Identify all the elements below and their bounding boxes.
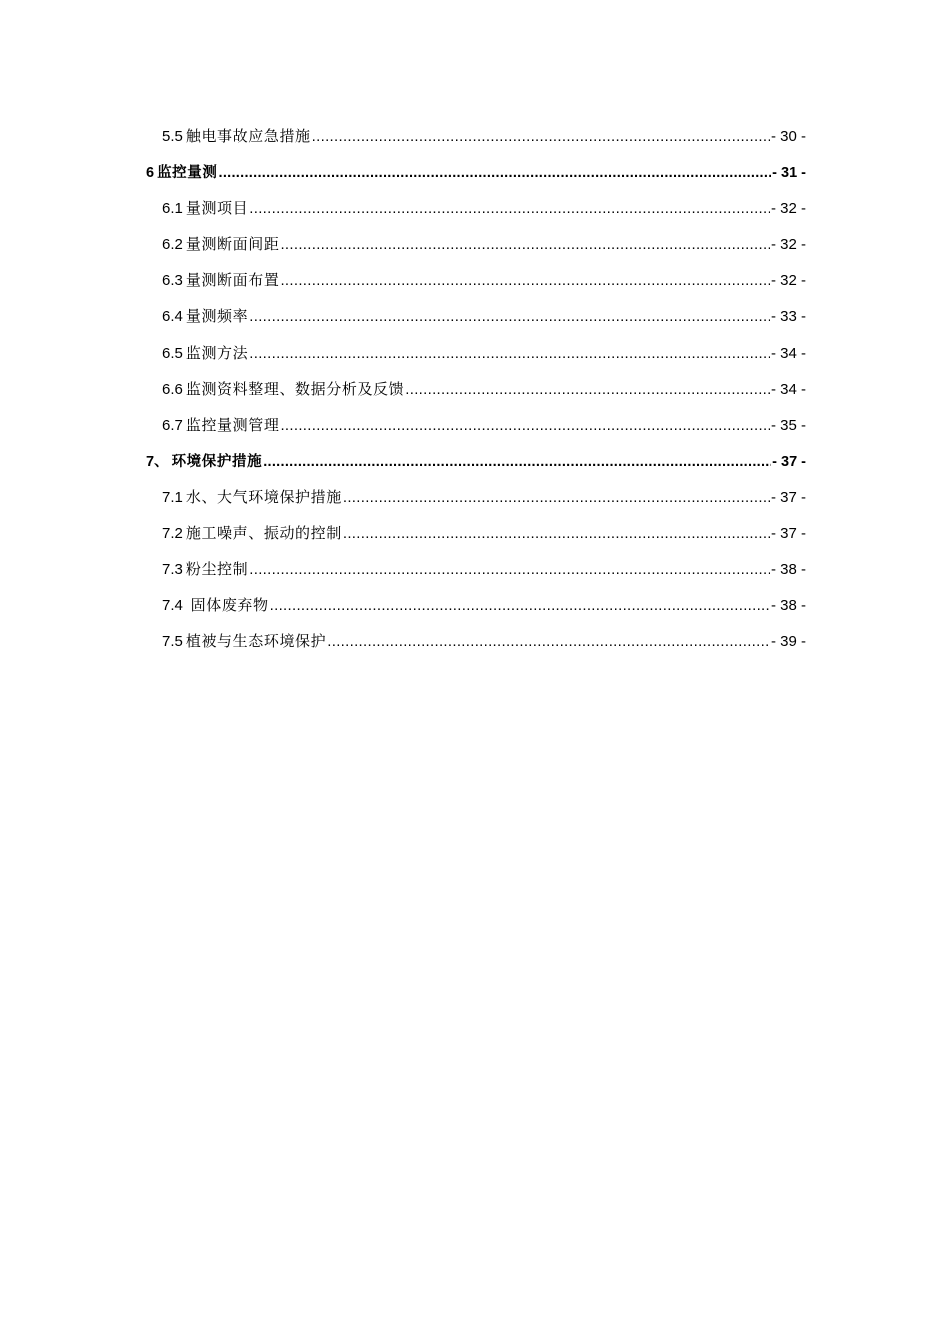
toc-entry-title: 量测项目 bbox=[185, 200, 249, 218]
toc-dot-leader bbox=[249, 299, 770, 335]
toc-dot-leader bbox=[343, 516, 770, 552]
toc-entry-page: - 37 - bbox=[770, 525, 806, 543]
toc-dot-leader bbox=[312, 119, 770, 155]
toc-dot-leader bbox=[280, 408, 770, 444]
toc-entry[interactable] bbox=[146, 444, 806, 480]
toc-entry[interactable] bbox=[146, 227, 806, 263]
toc-entry-number: 7、 bbox=[146, 453, 169, 470]
toc-entry[interactable] bbox=[146, 552, 806, 588]
toc-entry-number: 6.6 bbox=[162, 380, 183, 398]
toc-entry-number: 6.7 bbox=[162, 416, 183, 434]
toc-entry-title: 施工噪声、振动的控制 bbox=[185, 525, 342, 543]
toc-entry[interactable] bbox=[146, 624, 806, 660]
table-of-contents bbox=[146, 119, 806, 660]
toc-entry-number: 7.1 bbox=[162, 488, 183, 506]
toc-entry-page: - 38 - bbox=[770, 561, 806, 579]
toc-dot-leader bbox=[263, 444, 771, 480]
toc-entry-number: 6.3 bbox=[162, 272, 183, 290]
toc-entry-title: 量测断面间距 bbox=[185, 236, 280, 254]
toc-dot-leader bbox=[405, 372, 770, 408]
toc-entry-number: 7.2 bbox=[162, 525, 183, 543]
toc-entry-number: 7.5 bbox=[162, 633, 183, 651]
toc-entry-page: - 34 - bbox=[770, 380, 806, 398]
toc-entry[interactable] bbox=[146, 480, 806, 516]
toc-dot-leader bbox=[280, 227, 770, 263]
toc-entry-title: 量测断面布置 bbox=[185, 272, 280, 290]
toc-entry-page: - 32 - bbox=[770, 236, 806, 254]
toc-entry-page: - 31 - bbox=[772, 165, 806, 182]
toc-entry[interactable] bbox=[146, 336, 806, 372]
toc-entry[interactable] bbox=[146, 191, 806, 227]
toc-entry-page: - 32 - bbox=[770, 200, 806, 218]
toc-entry-number: 6 bbox=[146, 165, 155, 182]
toc-dot-leader bbox=[343, 480, 770, 516]
toc-entry[interactable] bbox=[146, 372, 806, 408]
toc-entry-title: 环境保护措施 bbox=[171, 453, 263, 470]
toc-entry-page: - 33 - bbox=[770, 308, 806, 326]
toc-entry-number: 7.4 bbox=[162, 597, 183, 615]
toc-entry-title: 植被与生态环境保护 bbox=[185, 633, 327, 651]
toc-dot-leader bbox=[249, 552, 770, 588]
toc-entry-number: 6.1 bbox=[162, 200, 183, 218]
toc-entry-title: 监测资料整理、数据分析及反馈 bbox=[185, 380, 405, 398]
toc-entry-title: 固体废弃物 bbox=[185, 597, 269, 615]
toc-entry[interactable] bbox=[146, 516, 806, 552]
toc-entry-page: - 37 - bbox=[770, 488, 806, 506]
toc-entry[interactable] bbox=[146, 588, 806, 624]
toc-entry-number: 7.3 bbox=[162, 561, 183, 579]
toc-entry[interactable] bbox=[146, 155, 806, 191]
toc-entry-page: - 39 - bbox=[770, 633, 806, 651]
toc-entry-title: 监测方法 bbox=[185, 344, 249, 362]
toc-entry-number: 6.5 bbox=[162, 344, 183, 362]
toc-entry-page: - 30 - bbox=[770, 128, 806, 145]
toc-dot-leader bbox=[249, 191, 770, 227]
toc-entry-page: - 34 - bbox=[770, 344, 806, 362]
toc-entry-page: - 32 - bbox=[770, 272, 806, 290]
toc-entry-page: - 38 - bbox=[770, 597, 806, 615]
toc-entry-number: 5.5 bbox=[162, 128, 183, 145]
toc-entry[interactable] bbox=[146, 299, 806, 335]
toc-entry-page: - 35 - bbox=[770, 416, 806, 434]
toc-entry[interactable] bbox=[146, 408, 806, 444]
toc-dot-leader bbox=[327, 624, 770, 660]
toc-entry-title: 触电事故应急措施 bbox=[185, 128, 311, 145]
toc-entry-title: 粉尘控制 bbox=[185, 561, 249, 579]
toc-dot-leader bbox=[280, 263, 770, 299]
toc-entry-number: 6.4 bbox=[162, 308, 183, 326]
toc-entry[interactable] bbox=[146, 263, 806, 299]
toc-entry-page: - 37 - bbox=[772, 453, 806, 470]
toc-entry-title: 水、大气环境保护措施 bbox=[185, 488, 342, 506]
toc-entry[interactable] bbox=[146, 119, 806, 155]
toc-entry-title: 监控量测管理 bbox=[185, 416, 280, 434]
toc-entry-title: 监控量测 bbox=[157, 165, 218, 182]
toc-dot-leader bbox=[218, 155, 771, 191]
toc-entry-number: 6.2 bbox=[162, 236, 183, 254]
toc-entry-title: 量测频率 bbox=[185, 308, 249, 326]
toc-dot-leader bbox=[249, 336, 770, 372]
toc-dot-leader bbox=[270, 588, 770, 624]
